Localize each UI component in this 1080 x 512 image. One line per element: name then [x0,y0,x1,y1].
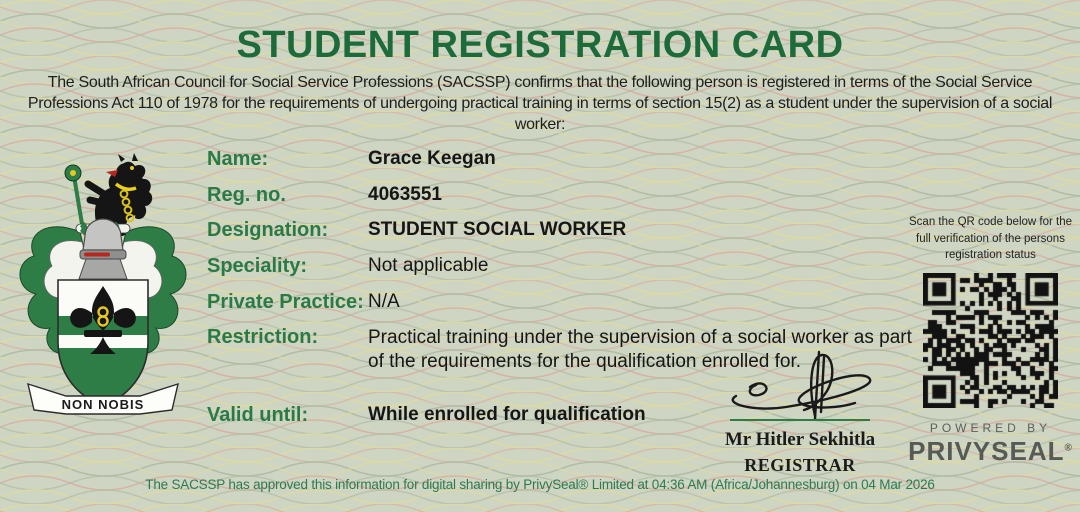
privyseal-logo [903,436,1078,467]
field-row-designation [207,219,626,242]
signature-line [730,419,870,421]
field-value-reg-no: 4063551 [368,184,442,205]
qr-instruction-text: Scan the QR code below for the full verification of the persons registration status [909,216,1073,262]
field-value-designation: STUDENT SOCIAL WORKER [368,219,627,240]
field-value-speciality: Not applicable [368,255,489,276]
registered-trademark-symbol: ® [1064,442,1073,454]
crest-motto: NON NOBIS [61,397,145,412]
field-label: Name: [207,148,269,170]
qr-code [923,273,1058,408]
privyseal-wordmark: PRIVYSEAL [908,436,1065,467]
registrar-role: REGISTRAR [744,455,856,475]
registrar-name: Mr Hitler Sekhitla [724,429,876,450]
field-row-valid-until [207,404,646,427]
field-label: Designation: [207,219,329,241]
field-label: Restriction: [207,326,319,348]
field-row-name [207,148,496,171]
sacssp-coat-of-arms-icon [8,140,198,418]
powered-by-label: POWERED BY [929,421,1052,436]
approval-footer: The SACSSP has approved this information for digital sharing by PrivySeal® Limited at 04:36 AM (Africa/Johannesburg) on 04 Mar 2026 [145,477,935,492]
field-value-restriction: Practical training under the supervision of a social worker as part of the requirements for the qualification enrolled for. [368,327,912,373]
field-row-private-practice [207,291,400,314]
qr-panel [903,214,1078,467]
field-label: Reg. no. [207,184,286,206]
field-value-name: Grace Keegan [368,148,496,169]
field-label: Private Practice: [207,291,364,313]
field-label: Valid until: [207,404,309,426]
field-label: Speciality: [207,255,308,277]
field-value-private-practice: N/A [368,291,400,312]
intro-paragraph: The South African Council for Social Service Professions (SACSSP) confirms that the following person is registered in terms of the Social Service Professions Act 110 of 1978 for the requirements of undergoing practical training in terms of section 15(2) as a student under the supervision of a social worker: [27,74,1053,134]
registrar-signature-icon [718,350,888,420]
field-row-reg-no [207,184,442,207]
field-row-speciality [207,255,488,278]
field-value-valid-until: While enrolled for qualification [368,404,646,425]
page-title: STUDENT REGISTRATION CARD [236,24,844,66]
